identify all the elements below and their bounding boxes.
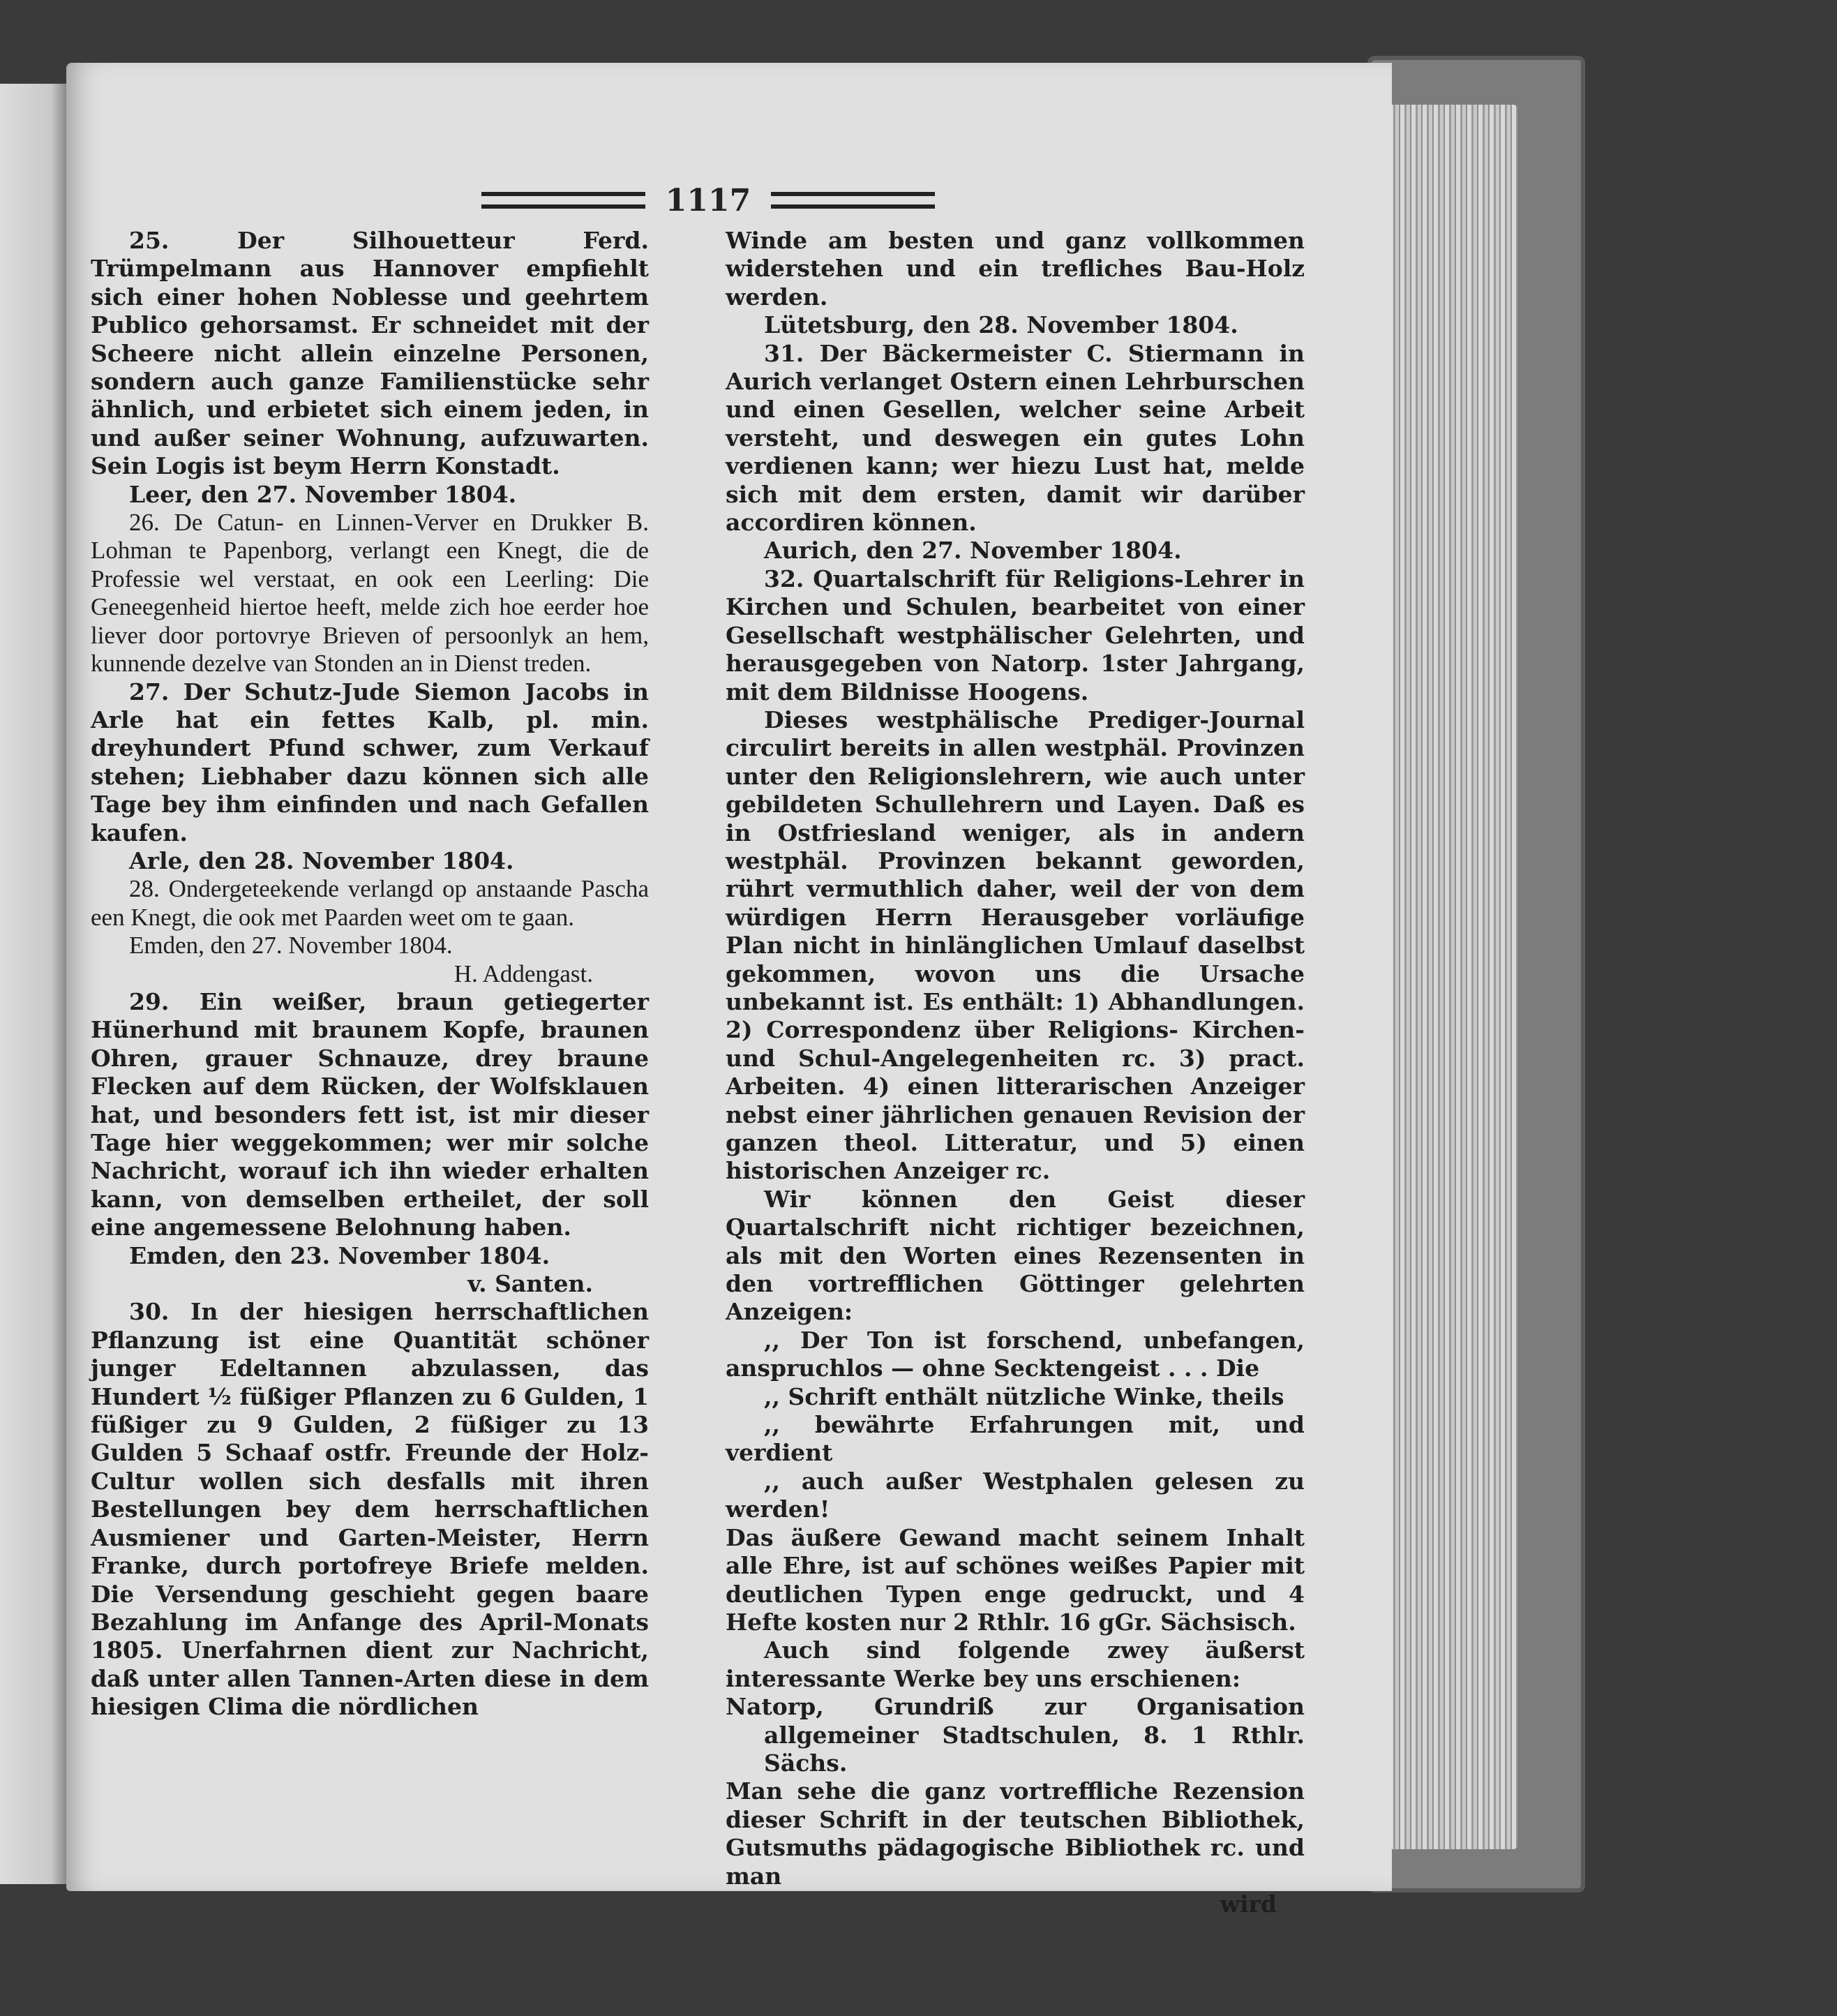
paragraph-p29-sign: v. Santen.	[467, 1270, 593, 1298]
right-column	[726, 227, 1305, 1918]
page-edges	[1378, 105, 1517, 1849]
paragraph-p32-catch: wird	[1220, 1890, 1277, 1918]
paragraph-p31-place: Aurich, den 27. November 1804.	[764, 537, 1182, 565]
paragraph-p32-c: Wir können den Geist dieser Quartalschrift nicht richtiger bezeichnen, als mit den Worten eines Rezensenten in den vortrefflichen Göttinger gelehrten Anzeigen:	[726, 1185, 1305, 1326]
paragraph-p32-e: Auch sind folgende zwey äußerst interessante Werke bey uns erschienen:	[726, 1636, 1305, 1692]
paragraph-p32-q4: ,, auch außer Westphalen gelesen zu werden!	[726, 1467, 1305, 1523]
facing-page-edge	[0, 84, 73, 1884]
paragraph-p28-sign: H. Addengast.	[453, 960, 593, 987]
paragraph-p32-q1: ,, Der Ton ist forschend, unbefangen, anspruchlos — ohne Secktengeist . . . Die	[726, 1326, 1305, 1382]
paragraph-p30: 30. In der hiesigen herrschaftlichen Pflanzung ist eine Quantität schöner junger Edeltannen abzulassen, das Hundert ½ füßiger Pflanzen zu 6 Gulden, 1 füßiger zu 9 Gulden, 2 füßiger zu 13 Gulden 5 Schaaf ostfr. Freunde der Holz-Cultur wollen sich desfalls mit ihren Bestellungen bey dem herrschaftlichen Ausmiener und Garten-Meister, Herrn Franke, durch portofreye Briefe melden. Die Versendung geschieht gegen baare Bezahlung im Anfange des April-Monats 1805. Unerfahrnen dient zur Nachricht, daß unter allen Tannen-Arten diese in dem hiesigen Clima die nördlichen	[91, 1298, 649, 1721]
paragraph-p32-q3: ,, bewährte Erfahrungen mit, und verdient	[726, 1411, 1305, 1467]
paragraph-p32-f: Natorp, Grundriß zur Organisation allgemeiner Stadtschulen, 8. 1 Rthlr. Sächs.	[726, 1693, 1305, 1777]
paragraph-p27: 27. Der Schutz-Jude Siemon Jacobs in Arle hat ein fettes Kalb, pl. min. dreyhundert Pfund schwer, zum Verkauf stehen; Liebhaber dazu können sich alle Tage bey ihm einfinden und nach Gefallen kaufen.	[91, 678, 649, 846]
left-column	[91, 227, 649, 1722]
paragraph-p29: 29. Ein weißer, braun getiegerter Hünerhund mit braunem Kopfe, braunen Ohren, grauer Schnauze, drey braune Flecken auf dem Rücken, der Wolfsklauen hat, und besonders fett ist, ist mir dieser Tage hier weggekommen; wer mir solche Nachricht, worauf ich ihn wieder erhalten kann, von demselben ertheilet, der soll eine angemessene Belohnung haben.	[91, 987, 649, 1241]
paragraph-p26: 26. De Catun- en Linnen-Verver en Drukker B. Lohman te Papenborg, verlangt een Knegt, die de Professie wel verstaat, en ook een Leerling: Die Geneegenheid hiertoe heeft, melde zich hoe eerder hoe liever door portovrye Brieven of persoonlyk an hem, kunnende dezelve van Stonden an in Dienst treden.	[91, 509, 649, 678]
paragraph-p29-place: Emden, den 23. November 1804.	[129, 1241, 550, 1269]
paragraph-p25: 25. Der Silhouetteur Ferd. Trümpelmann aus Hannover empfiehlt sich einer hohen Noblesse und geehrtem Publico gehorsamst. Er schneidet mit der Scheere nicht allein einzelne Personen, sondern auch ganze Familienstücke sehr ähnlich, und erbietet sich einem jeden, in und außer seiner Wohnung, aufzuwarten. Sein Logis ist beym Herrn Konstadt.	[91, 227, 649, 480]
paragraph-p30-cont: Winde am besten und ganz vollkommen widerstehen und ein trefliches Bau-Holz werden.	[726, 227, 1305, 311]
header-rule-left	[481, 192, 645, 209]
paragraph-p32-d: Das äußere Gewand macht seinem Inhalt alle Ehre, ist auf schönes weißes Papier mit deutlichen Typen enge gedruckt, und 4 Hefte kosten nur 2 Rthlr. 16 gGr. Sächsisch.	[726, 1523, 1305, 1636]
paragraph-p32: 32. Quartalschrift für Religions-Lehrer in Kirchen und Schulen, bearbeitet von einer Gesellschaft westphälischer Gelehrten, und herausgegeben von Natorp. 1ster Jahrgang, mit dem Bildnisse Hoogens.	[726, 565, 1305, 705]
paragraph-p27-place: Arle, den 28. November 1804.	[129, 846, 514, 874]
paragraph-p25-place: Leer, den 27. November 1804.	[129, 480, 517, 508]
header-rule-right	[771, 192, 935, 209]
paragraph-p32-g: Man sehe die ganz vortreffliche Rezension dieser Schrift in der teutschen Bibliothek, Gutsmuths pädagogische Bibliothek rc. und man	[726, 1777, 1305, 1890]
page-header	[481, 183, 935, 218]
page-number: 1117	[665, 182, 751, 218]
paragraph-p31: 31. Der Bäckermeister C. Stiermann in Aurich verlanget Ostern einen Lehrburschen und einen Gesellen, welcher seine Arbeit versteht, und deswegen ein gutes Lohn verdienen kann; wer hiezu Lust hat, melde sich mit dem ersten, damit wir darüber accordiren können.	[726, 339, 1305, 537]
paragraph-p32-q2: ,, Schrift enthält nützliche Winke, theils	[764, 1382, 1284, 1410]
paragraph-p32-b: Dieses westphälische Prediger-Journal circulirt bereits in allen westphäl. Provinzen unter den Religionslehrern, wie auch unter gebildeten Schullehrern und Layen. Daß es in Ostfriesland weniger, als in andern westphäl. Provinzen bekannt geworden, rührt vermuthlich daher, weil der von dem würdigen Herrn Herausgeber vorläufige Plan nicht in hinlänglichen Umlauf daselbst gekommen, wovon uns die Ursache unbekannt ist. Es enthält: 1) Abhandlungen. 2) Correspondenz über Religions- Kirchen- und Schul-Angelegenheiten rc. 3) pract. Arbeiten. 4) einen litterarischen Anzeiger nebst einer jährlichen genauen Revision der ganzen theol. Litteratur, und 5) einen historischen Anzeiger rc.	[726, 705, 1305, 1185]
paragraph-p28-place: Emden, den 27. November 1804.	[129, 932, 453, 960]
paragraph-p28: 28. Ondergeteekende verlangd op anstaande Pascha een Knegt, die ook met Paarden weet om te gaan.	[91, 875, 649, 931]
paragraph-p30-place: Lütetsburg, den 28. November 1804.	[764, 311, 1238, 339]
